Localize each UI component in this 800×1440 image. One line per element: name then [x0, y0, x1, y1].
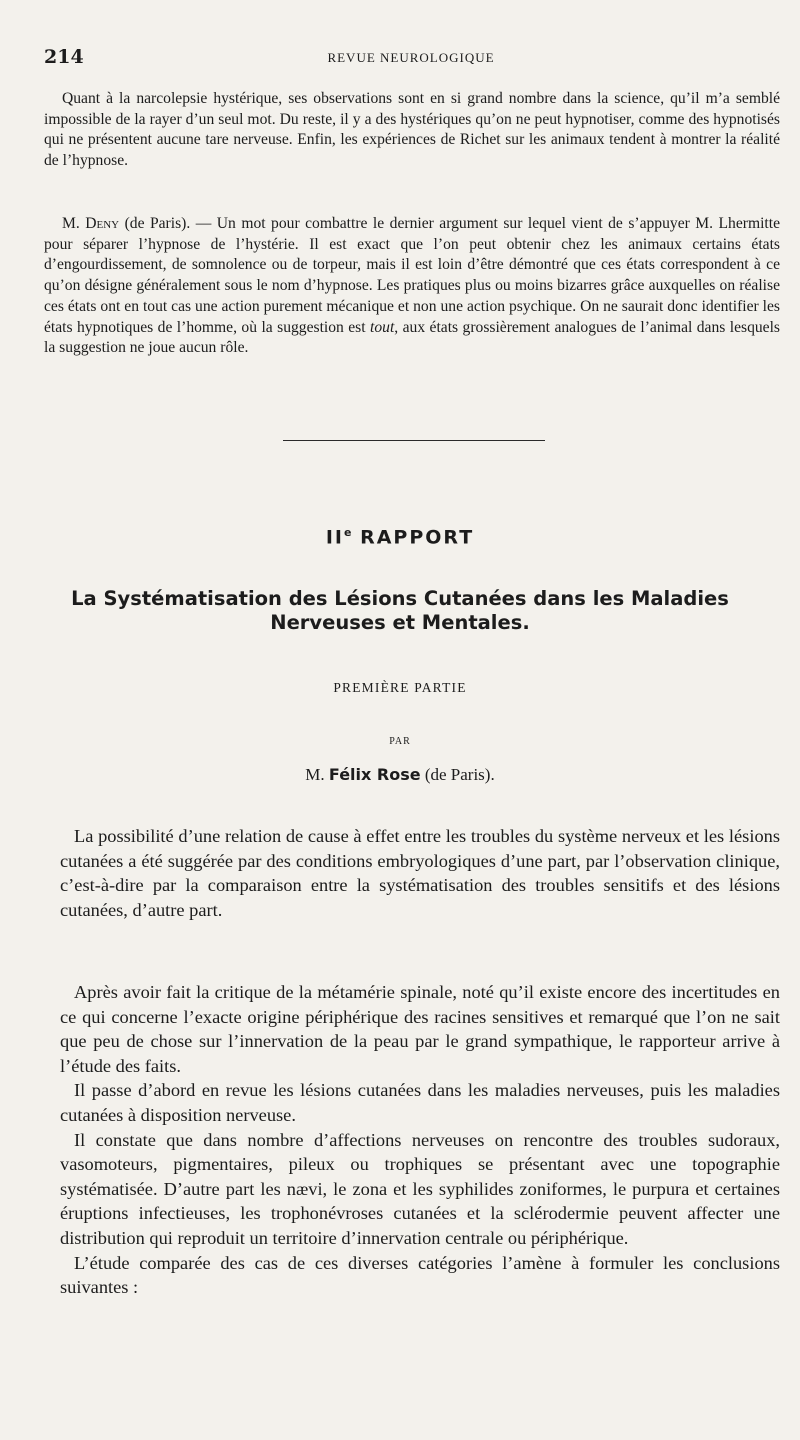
body-block-1	[60, 824, 780, 922]
body-paragraph-2: Après avoir fait la critique de la métamérie spinale, noté qu’il existe encore des incertitudes en ce qui concerne l’exacte origine périphérique des racines sensitives et remarqué que l’on ne sait que peu de chose sur l’innervation de la peau par le grand sympathique, le rapporteur arrive à l’étude des faits.	[60, 982, 780, 1076]
discussion-paragraph: Quant à la narcolepsie hystérique, ses observations sont en si grand nombre dans la science, qu’il m’a semblé impossible de la rayer d’un seul mot. Du reste, il y a des hystériques qu’on ne peut hypnotiser, comme des hypnotisés qui ne présentent aucune tare nerveuse. Enfin, les expériences de Richet sur les animaux tendent à montrer la réalité de l’hypnose.	[44, 90, 780, 170]
report-title: La Systématisation des Lésions Cutanées dans les Maladies Nerveuses et Mentales.	[71, 587, 729, 634]
author-line	[0, 765, 800, 785]
report-word: RAPPORT	[360, 526, 475, 549]
author-name: Félix Rose	[328, 765, 421, 784]
paragraph-text: (de Paris). — Un mot pour combattre le dernier argument sur lequel vient de s’appuyer M. Lhermitte pour séparer l’hypnose de l’hystérie. Il est exact que l’on peut obtenir chez les animaux certains états d’engourdissement, de somnolence ou de torpeur, mais il est loin d’être démontré que ces états correspondent à ce qu’on désigne généralement sous le nom d’hypnose. Les pratiques plus ou moins bizarres grâce auxquelles on réalise ces états ont en tout cas une action purement mécanique et non une action psychique. On ne saurait donc identifier les états hypnotiques de l’homme, où la suggestion est	[44, 215, 780, 336]
part-heading: PREMIÈRE PARTIE	[333, 680, 467, 695]
body-block-2	[60, 980, 780, 1300]
report-number	[0, 526, 800, 548]
by-line: PAR	[389, 736, 411, 747]
discussion-block-1	[44, 89, 780, 172]
speaker-name: M. Deny	[62, 215, 120, 232]
italic-word: tout	[370, 318, 395, 336]
section-divider	[283, 440, 545, 441]
running-head: REVUE NEUROLOGIQUE	[327, 50, 495, 65]
report-numeral: II	[325, 526, 344, 549]
discussion-block-2	[44, 214, 780, 359]
body-paragraph-5: L’étude comparée des cas de ces diverses catégories l’amène à formuler les conclusions suivantes :	[60, 1252, 780, 1298]
body-paragraph-3: Il passe d’abord en revue les lésions cutanées dans les maladies nerveuses, puis les maladies cutanées à disposition nerveuse.	[60, 1080, 780, 1125]
body-paragraph-1: La possibilité d’une relation de cause à effet entre les troubles du système nerveux et les lésions cutanées a été suggérée par des conditions embryologiques d’une part, par l’observation clinique, c’est-à-dire par la comparaison entre la systématisation des troubles sensitifs et des lésions cutanées, d’autre part.	[60, 826, 780, 920]
author-suffix: (de Paris).	[420, 765, 495, 784]
page-header	[44, 46, 778, 70]
author-prefix: M.	[305, 765, 329, 784]
report-numeral-sup: e	[343, 526, 352, 539]
discussion-paragraph-deny	[44, 214, 780, 359]
paragraph-text-end: , aux états grossièrement analogues de l’animal dans lesquels la suggestion ne joue aucun rôle.	[44, 318, 780, 357]
page-number: 214	[44, 46, 84, 68]
body-paragraph-4: Il constate que dans nombre d’affections nerveuses on rencontre des troubles sudoraux, vasomoteurs, pigmentaires, pileux ou trophiques se présentant avec une topographie systématisée. D’autre part les nævi, le zona et les syphilides zoniformes, le purpura et certaines éruptions infectieuses, les trophonévroses cutanées et la sclérodermie peuvent affecter une distribution qui reproduit un territoire d’innervation centrale ou périphérique.	[60, 1129, 780, 1248]
